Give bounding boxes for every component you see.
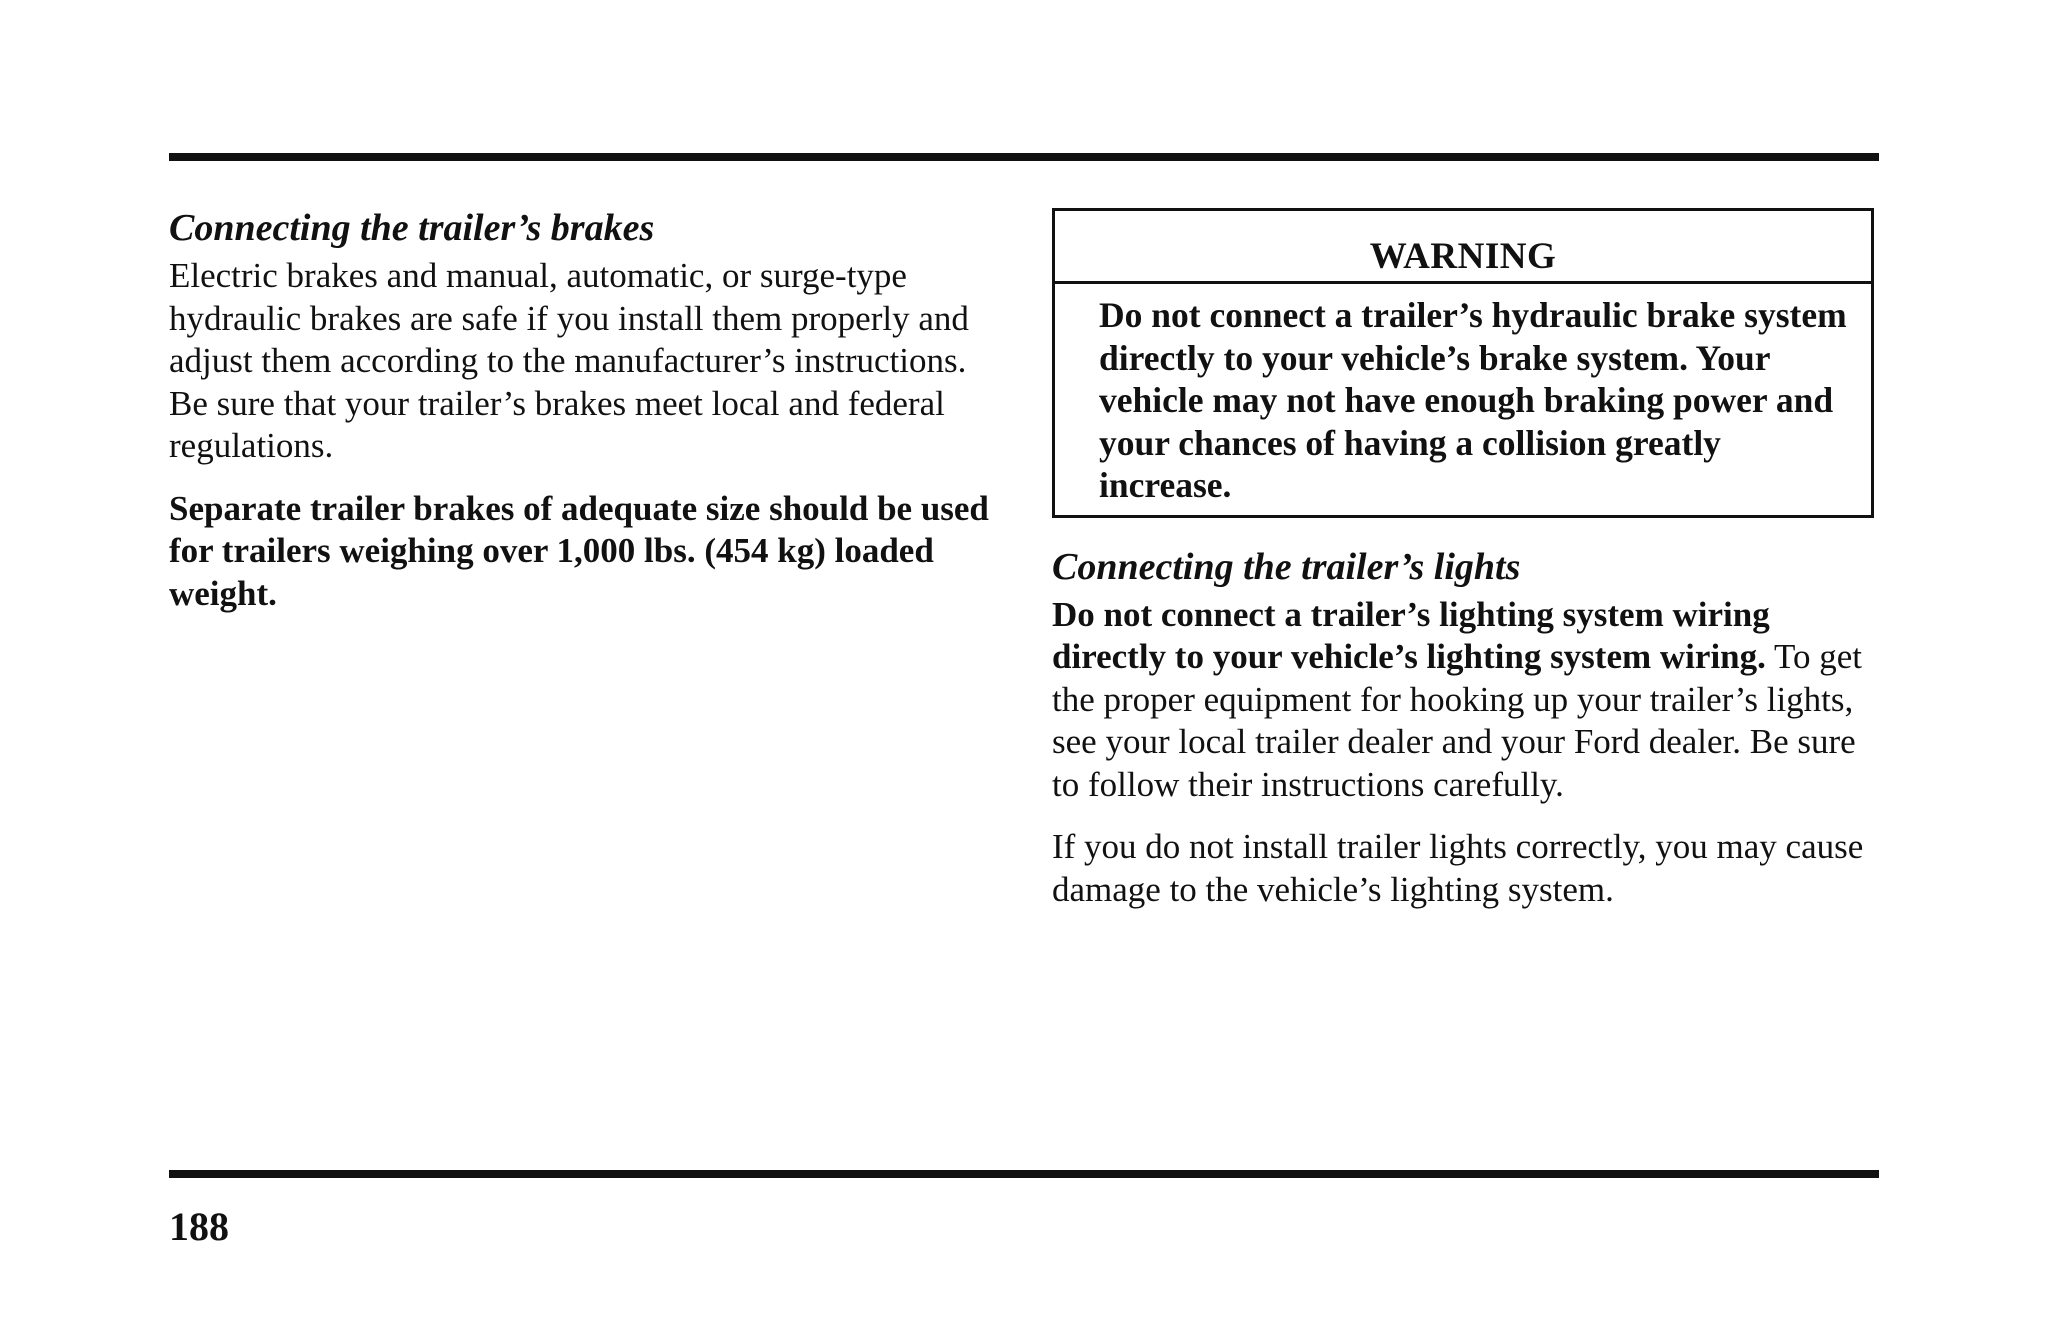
lights-bold-lead: Do not connect a trailer’s lighting system wiring directly to your vehicle’s lighting system wiring.: [1052, 594, 1770, 676]
warning-box: [1052, 208, 1874, 518]
page-number: 188: [169, 1204, 229, 1249]
left-column: [169, 205, 1009, 635]
top-rule: [169, 153, 1879, 161]
lights-paragraph-rest: To get the proper equipment for hooking up your trailer’s lights, see your local trailer dealer and your Ford dealer. Be sure to follow their instructions carefully.: [1052, 637, 1862, 804]
brakes-paragraph: Electric brakes and manual, automatic, or surge-type hydraulic brakes are safe if you install them properly and adjust them according to the manufacturer’s instructions. Be sure that your trailer’s brakes meet local and federal regulations.: [169, 256, 969, 465]
section-heading-lights: Connecting the trailer’s lights: [1052, 545, 1521, 588]
lights-paragraph: [1052, 594, 1882, 807]
lights-damage-note: If you do not install trailer lights correctly, you may cause damage to the vehicle’s lighting system.: [1052, 827, 1864, 909]
brakes-weight-note: Separate trailer brakes of adequate size should be used for trailers weighing over 1,000 lbs. (454 kg) loaded weight.: [169, 488, 989, 613]
warning-title: WARNING: [1055, 211, 1871, 284]
section-heading-brakes: Connecting the trailer’s brakes: [169, 207, 655, 249]
warning-text: Do not connect a trailer’s hydraulic brake system directly to your vehicle’s brake system. Your vehicle may not have enough braking power and your chances of having a collision greatly increase.: [1099, 295, 1847, 505]
bottom-rule: [169, 1170, 1879, 1178]
right-column: [1052, 208, 1882, 931]
